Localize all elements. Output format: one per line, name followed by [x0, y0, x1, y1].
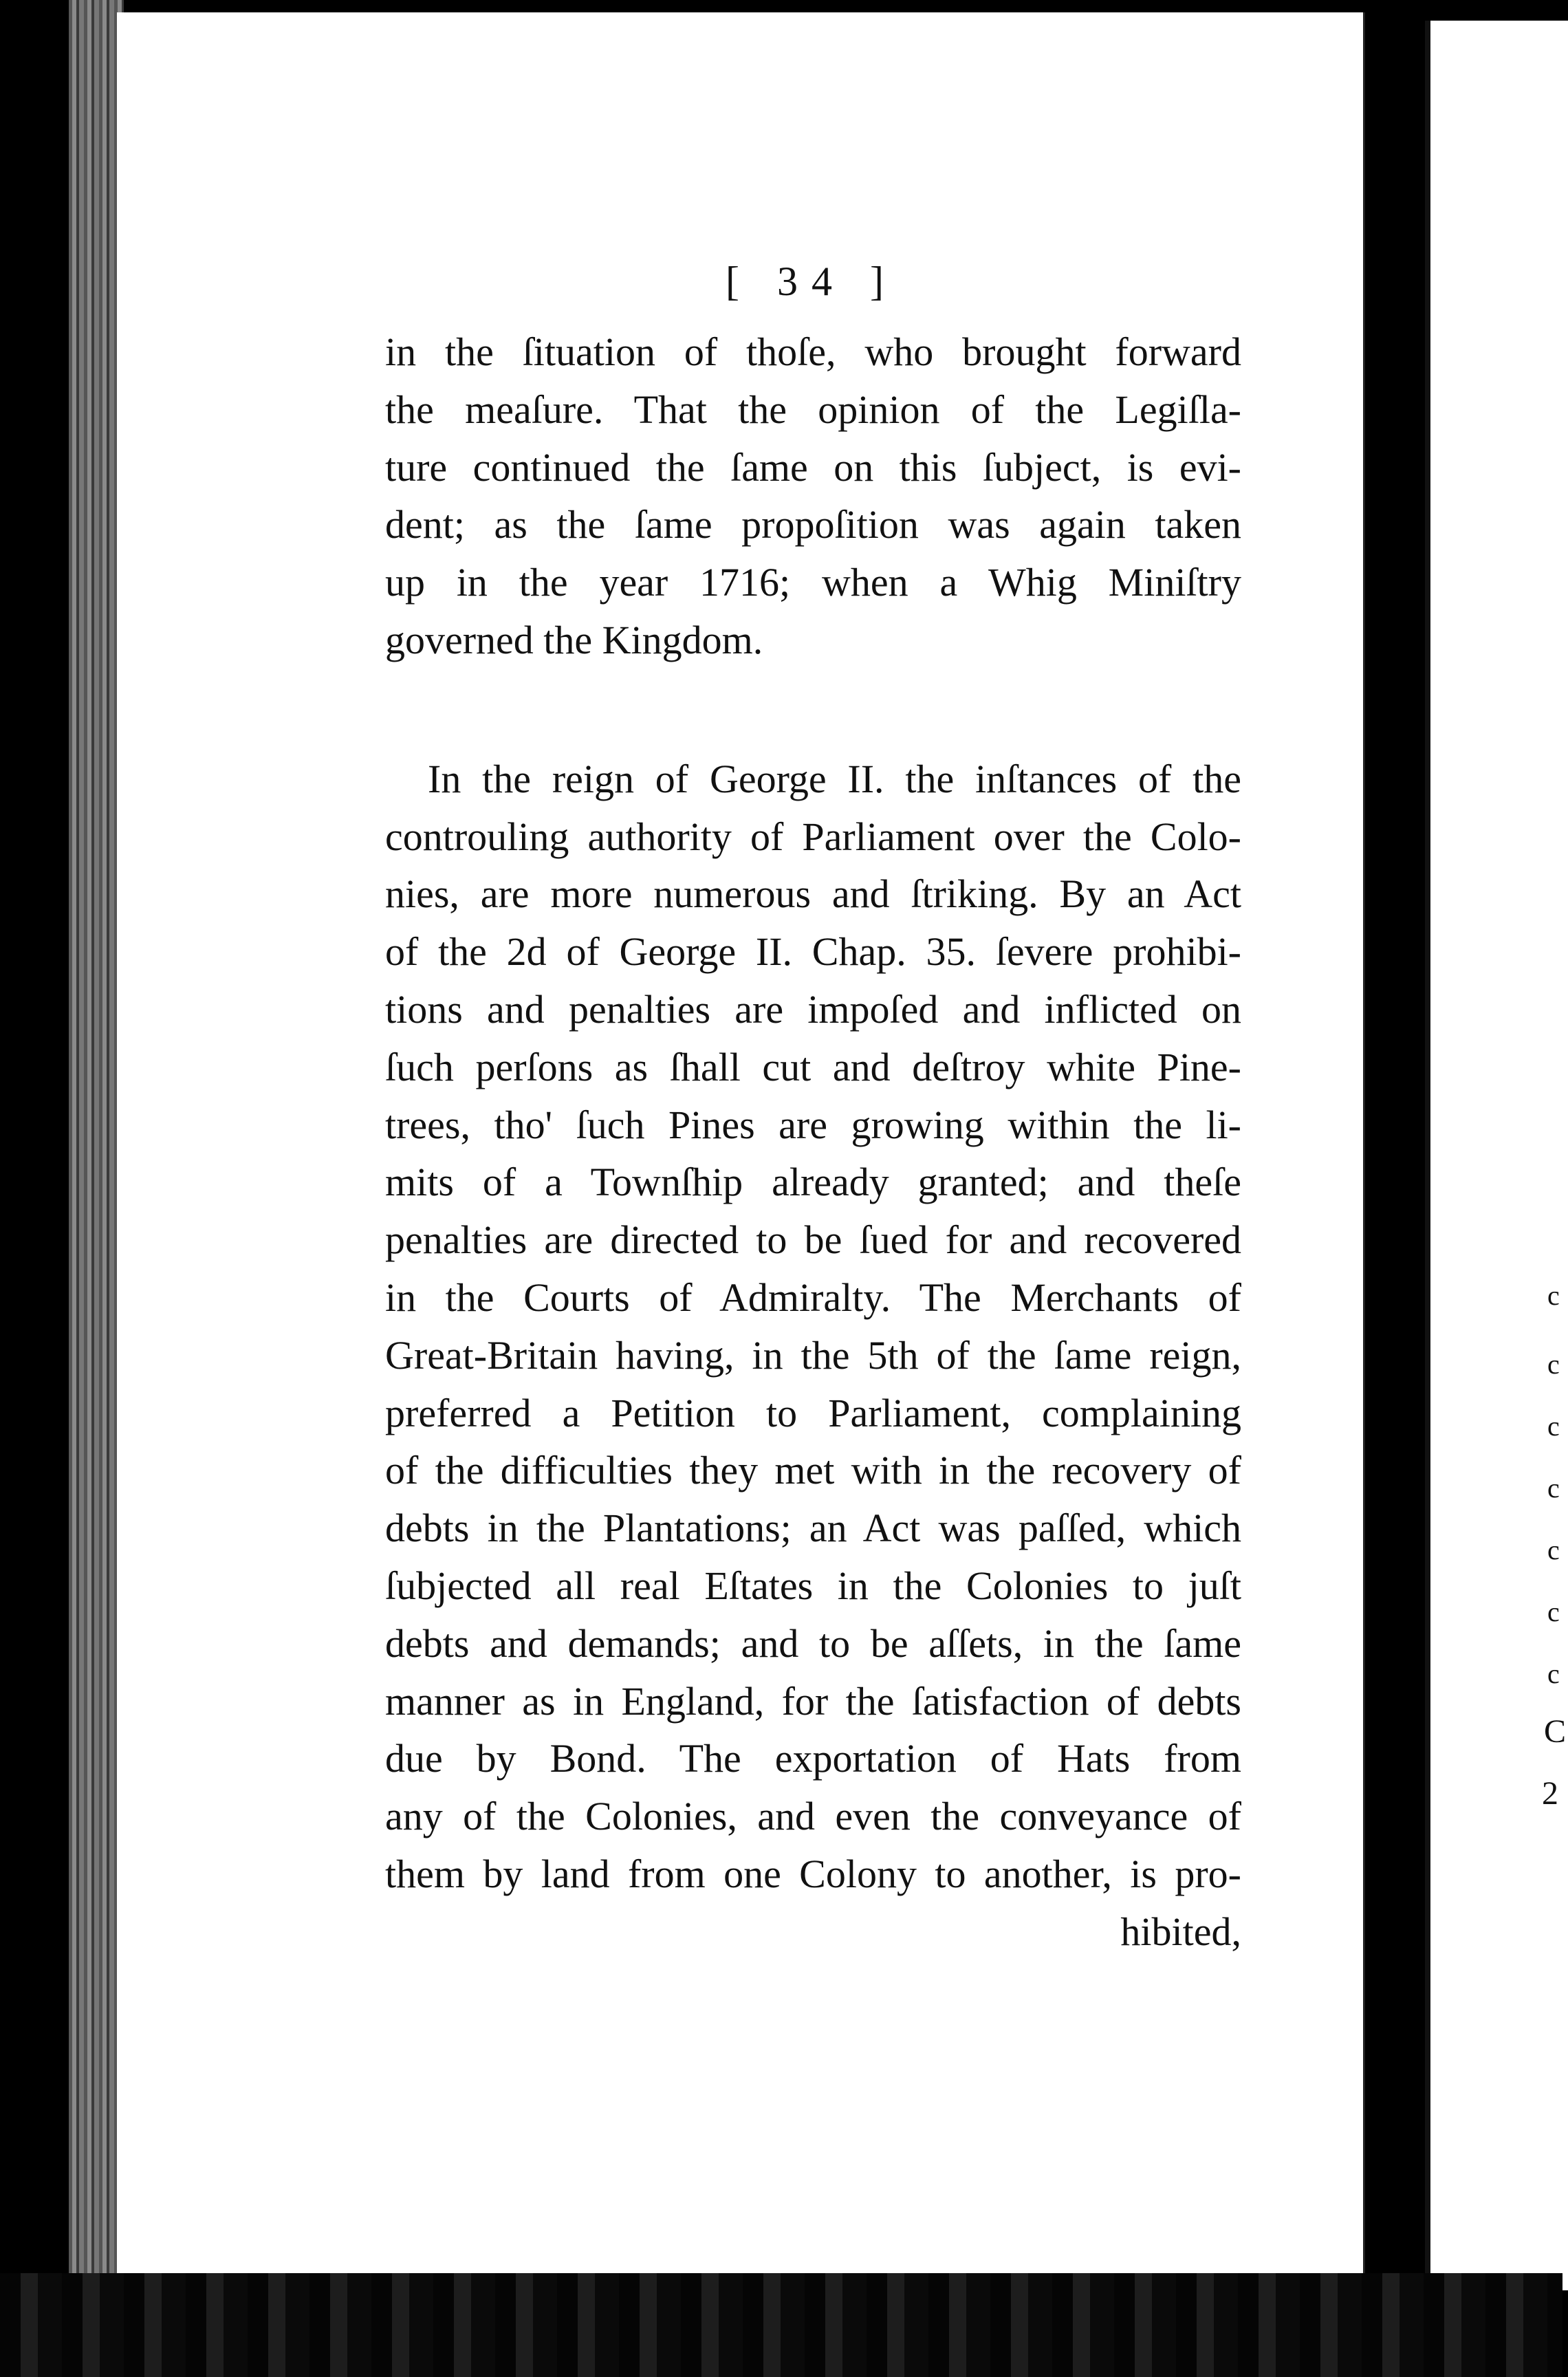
text-line: of the 2d of George II. Chap. 35. ſevere prohibi-	[385, 929, 1241, 975]
facing-page-edge	[1425, 21, 1568, 2290]
text-line: of the difficulties they met with in the recovery of	[385, 1448, 1241, 1493]
text-line: nies, are more numerous and ſtriking. By an Act	[385, 871, 1241, 917]
text-line: ſuch perſons as ſhall cut and deſtroy white Pine-	[385, 1044, 1241, 1089]
text-line: them by land from one Colony to another, is pro-	[385, 1851, 1241, 1896]
paragraph-gap	[385, 669, 1241, 750]
text-line: ſubjected all real Eſtates in the Colonies to juſt	[385, 1563, 1241, 1608]
text-line: tions and penalties are impoſed and inflicted on	[385, 986, 1241, 1032]
text-line: Great-Britain having, in the 5th of the ſame reign,	[385, 1332, 1241, 1378]
text-line: governed the Kingdom.	[385, 617, 763, 662]
book-spine	[69, 0, 124, 2283]
text-line: mits of a Townſhip already granted; and theſe	[385, 1160, 1241, 1205]
text-line: trees, tho' ſuch Pines are growing within the li-	[385, 1102, 1241, 1147]
text-line: ture continued the ſame on this ſubject, is evi-	[385, 444, 1241, 490]
fragment-glyph: c	[1547, 1280, 1560, 1311]
fragment-glyph: c	[1547, 1411, 1560, 1442]
text-line: In the reign of George II. the inſtances of the	[428, 756, 1241, 801]
page-number: [ 34 ]	[726, 259, 897, 304]
text-line: in the ſituation of thoſe, who brought forward	[385, 329, 1241, 374]
text-line: manner as in England, for the ſatisfaction of debts	[385, 1678, 1241, 1724]
text-line: dent; as the ſame propoſition was again taken	[385, 502, 1241, 547]
text-line: preferred a Petition to Parliament, complaining	[385, 1390, 1241, 1435]
paragraph-1	[385, 323, 1241, 669]
catchword: hibited,	[1120, 1909, 1241, 1954]
fragment-glyph: 2	[1542, 1775, 1558, 1812]
text-line: controuling authority of Parliament over the Colo-	[385, 814, 1241, 859]
fragment-glyph: C	[1544, 1713, 1567, 1750]
text-line: debts in the Plantations; an Act was paſſed, which	[385, 1506, 1241, 1551]
fragment-glyph: c	[1547, 1349, 1560, 1380]
text-line: in the Courts of Admiralty. The Merchants of	[385, 1274, 1241, 1320]
scanner-bed	[0, 2273, 1562, 2377]
paragraph-2	[385, 750, 1241, 1903]
text-line: due by Bond. The exportation of Hats from	[385, 1736, 1241, 1781]
fragment-glyph: c	[1547, 1658, 1560, 1689]
text-line: up in the year 1716; when a Whig Miniſtry	[385, 560, 1241, 605]
text-line: debts and demands; and to be aſſets, in the ſame	[385, 1620, 1241, 1666]
text-line: any of the Colonies, and even the conveyance of	[385, 1794, 1241, 1839]
page-body	[385, 323, 1241, 1961]
text-line: the meaſure. That the opinion of the Legiſla-	[385, 387, 1241, 432]
fragment-glyph: c	[1547, 1534, 1560, 1565]
fragment-glyph: c	[1547, 1596, 1560, 1627]
fragment-glyph: c	[1547, 1473, 1560, 1504]
text-line: penalties are directed to be ſued for and recovered	[385, 1217, 1241, 1263]
